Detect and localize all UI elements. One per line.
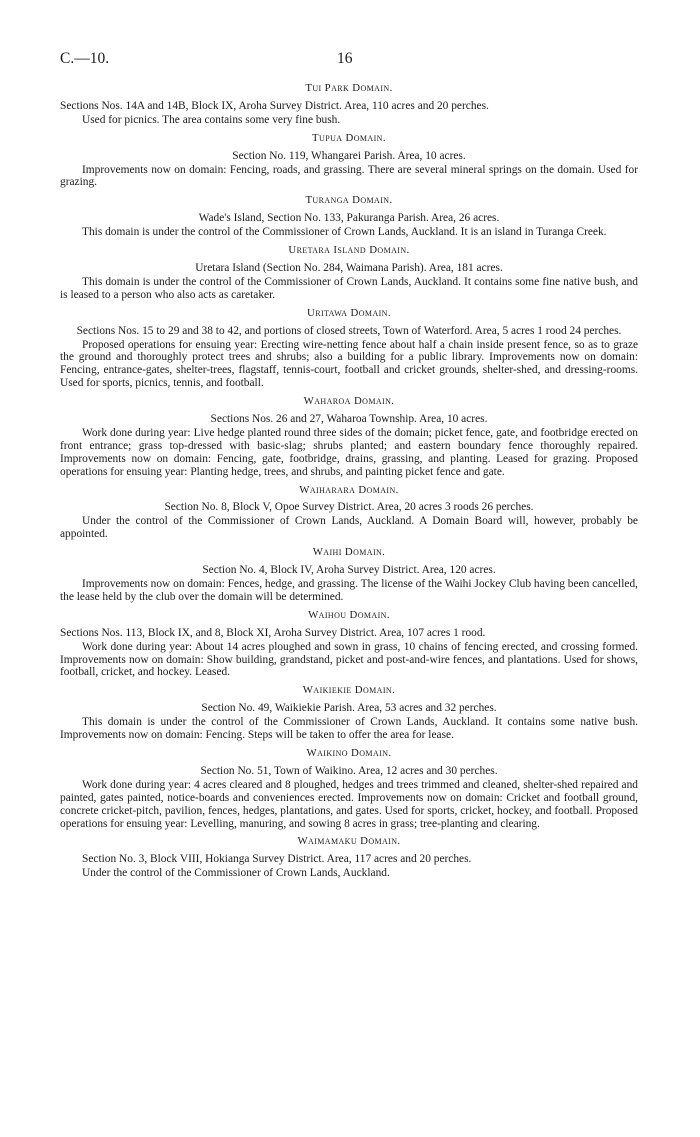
domain-title: Uretara Island Domain.: [288, 244, 410, 257]
domain-title: Waihi Domain.: [312, 546, 386, 559]
domain-section: [60, 484, 638, 542]
domain-location: Sections Nos. 26 and 27, Waharoa Township. Area, 10 acres.: [210, 413, 488, 426]
domain-location: Section No. 51, Town of Waikino. Area, 12 acres and 30 perches.: [200, 764, 498, 777]
domain-description: Proposed operations for ensuing year: Erecting wire-netting fence about half a chain inside present fence, so as to graze the ground and thoroughly protect trees and shrubs; also a building for a public library. Improvements now on domain: Fencing, entrance-gates, shelter-trees, flagstaff, tennis-court, football and cricket grounds, shelter-shed, and dressing-rooms. Used for sports, picnics, tennis, and football.: [60, 338, 638, 390]
domain-location: Section No. 119, Whangarei Parish. Area, 10 acres.: [232, 149, 466, 162]
domain-title: Tupua Domain.: [312, 131, 386, 144]
domain-title: Waiharara Domain.: [299, 483, 399, 496]
domain-description: This domain is under the control of the Commissioner of Crown Lands, Auckland. It contains some fine native bush, and is leased to a person who also acts as caretaker.: [60, 275, 638, 301]
domain-description: Under the control of the Commissioner of Crown Lands, Auckland. A Domain Board will, however, probably be appointed.: [60, 515, 638, 541]
domain-description: Improvements now on domain: Fencing, roads, and grassing. There are several mineral springs on the domain. Used for grazing.: [60, 163, 638, 189]
domain-location: Sections Nos. 15 to 29 and 38 to 42, and portions of closed streets, Town of Waterford. Area, 5 acres 1 rood 24 perches.: [76, 324, 622, 337]
domain-section: [60, 307, 638, 390]
page-number: 16: [337, 50, 353, 67]
domain-title: Waharoa Domain.: [303, 395, 395, 408]
domain-location: Section No. 3, Block VIII, Hokianga Survey District. Area, 117 acres and 20 perches.: [82, 853, 472, 866]
domain-title: Tui Park Domain.: [305, 82, 393, 94]
domain-title: Turanga Domain.: [305, 194, 393, 207]
domain-location: Wade's Island, Section No. 133, Pakuranga Parish. Area, 26 acres.: [198, 212, 500, 225]
domain-list: [60, 82, 638, 885]
domain-section: [60, 132, 638, 190]
domain-section: [60, 82, 638, 127]
domain-section: [60, 835, 638, 880]
domain-section: [60, 609, 638, 680]
domain-location: Uretara Island (Section No. 284, Waimana Parish). Area, 181 acres.: [195, 261, 503, 274]
domain-description: Used for picnics. The area contains some very fine bush.: [82, 113, 341, 126]
domain-description: Improvements now on domain: Fences, hedge, and grassing. The license of the Waihi Jockey Club having been cancelled, the lease held by the club over the domain will be determined.: [60, 578, 638, 603]
domain-title: Waihou Domain.: [308, 608, 390, 621]
domain-title: Waikino Domain.: [306, 746, 392, 759]
document-reference: C.—10.: [60, 50, 110, 67]
domain-section: [60, 546, 638, 604]
domain-location: Section No. 49, Waikiekie Parish. Area, 53 acres and 32 perches.: [201, 702, 497, 715]
domain-section: [60, 747, 638, 830]
domain-description: Work done during year: 4 acres cleared and 8 ploughed, hedges and trees trimmed and cleaned, shelter-shed repaired and painted, gates painted, notice-boards and conveniences erected. Improvements now on domain: Cricket and football ground, concrete cricket-pitch, pavilion, fences, hedges, plantations, and gates. Used for sports, cricket, hockey, and football. Proposed operations for ensuing year: Levelling, manuring, and sowing 8 acres in grass; tree-planting and clearing.: [60, 778, 638, 830]
domain-description: Work done during year: About 14 acres ploughed and sown in grass, 10 chains of fencing erected, and crossing formed. Improvements now on domain: Show building, grandstand, picket and post-and-wire fences, and plantations. Used for shows, football, cricket, and hockey. Leased.: [60, 640, 638, 679]
domain-description: This domain is under the control of the Commissioner of Crown Lands, Auckland. It contains some native bush. Improvements now on domain: Fencing. Steps will be taken to offer the area for lease.: [60, 716, 638, 742]
domain-section: [60, 395, 638, 478]
domain-title: Waimamaku Domain.: [297, 835, 401, 848]
domain-description: This domain is under the control of the Commissioner of Crown Lands, Auckland. It is an island in Turanga Creek.: [82, 226, 607, 239]
domain-section: [60, 194, 638, 239]
domain-location: Sections Nos. 14A and 14B, Block IX, Aroha Survey District. Area, 110 acres and 20 perches.: [60, 99, 489, 112]
domain-section: [60, 684, 638, 742]
domain-location: Section No. 4, Block IV, Aroha Survey District. Area, 120 acres.: [202, 564, 496, 577]
domain-description: Work done during year: Live hedge planted round three sides of the domain; picket fence, gate, and footbridge erected on front entrance; grass top-dressed with basic-slag; shrubs planted; and eastern boundary fence thoroughly repaired. Improvements now on domain: Fencing, gate, footbridge, drains, grassing, and planting. Leased for grazing. Proposed operations for ensuing year: Planting hedge, trees, and shrubs, and painting picket fence and gate.: [60, 426, 638, 478]
domain-section: [60, 244, 638, 302]
domain-title: Uritawa Domain.: [307, 306, 391, 319]
domain-title: Waikiekie Domain.: [302, 684, 396, 697]
domain-description: Under the control of the Commissioner of Crown Lands, Auckland.: [82, 867, 390, 880]
domain-location: Section No. 8, Block V, Opoe Survey District. Area, 20 acres 3 roods 26 perches.: [164, 501, 534, 514]
page-header: [60, 50, 638, 74]
domain-location: Sections Nos. 113, Block IX, and 8, Block XI, Aroha Survey District. Area, 107 acres 1 rood.: [60, 626, 486, 639]
